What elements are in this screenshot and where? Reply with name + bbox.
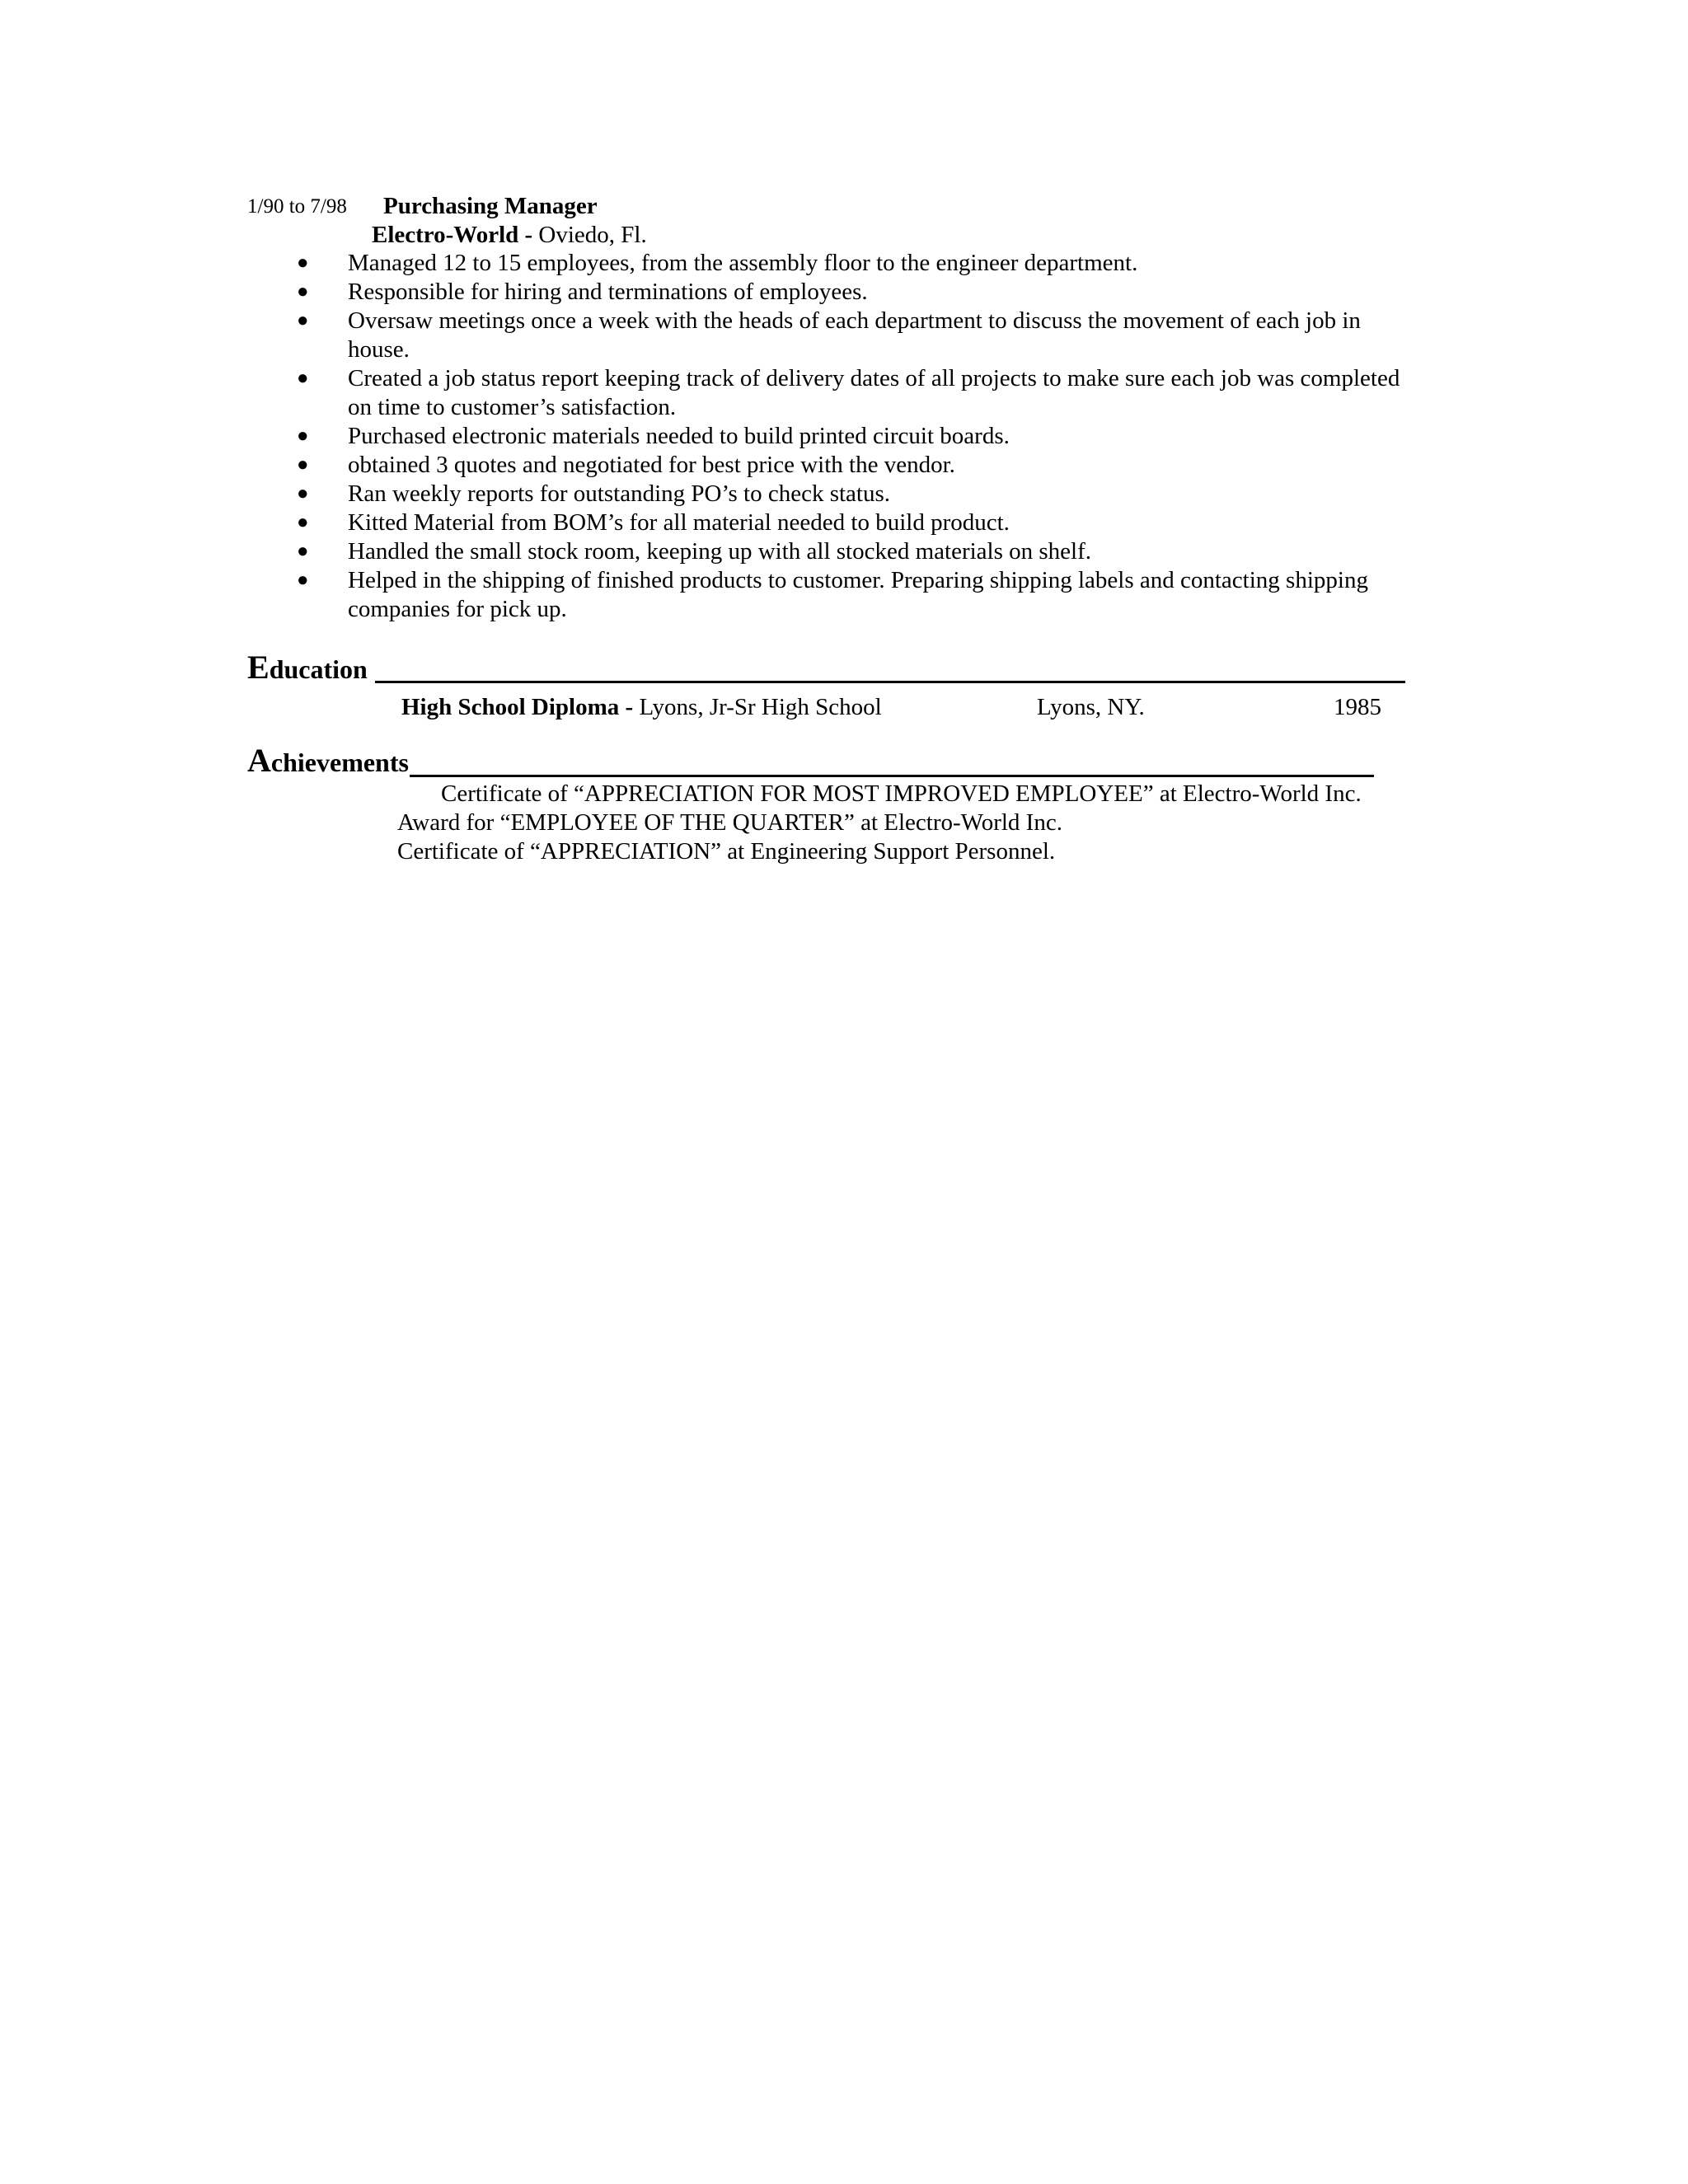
- job-duties-list: [288, 249, 1426, 624]
- job-duty-text: Kitted Material from BOM’s for all material needed to build product.: [348, 509, 1010, 536]
- job-duty-text: Responsible for hiring and terminations of employees.: [348, 279, 868, 305]
- bullet-icon: ●: [297, 454, 309, 476]
- company-location: Oviedo, Fl.: [538, 222, 647, 248]
- job-dates: 1/90 to 7/98: [247, 195, 347, 218]
- job-duty-text: Handled the small stock room, keeping up with all stocked materials on shelf.: [348, 538, 1092, 565]
- bullet-icon: ●: [297, 252, 309, 274]
- job-duty-item: [288, 278, 1426, 307]
- education-location: Lyons, NY.: [1037, 694, 1145, 720]
- job-duty-text: Created a job status report keeping track of delivery dates of all projects to make sure each job was completed on time to customer’s satisfaction.: [348, 365, 1400, 420]
- bullet-icon: ●: [297, 310, 309, 331]
- achievement-item: Certificate of “APPRECIATION FOR MOST IMPROVED EMPLOYEE” at Electro-World Inc.: [441, 780, 1362, 807]
- job-duty-item: [288, 422, 1426, 451]
- job-duty-item: [288, 480, 1426, 509]
- job-duty-item: [288, 509, 1426, 537]
- bullet-icon: ●: [297, 483, 309, 504]
- bullet-icon: ●: [297, 281, 309, 302]
- education-rule: [375, 681, 1405, 683]
- achievement-item: Award for “EMPLOYEE OF THE QUARTER” at Electro-World Inc.: [397, 809, 1062, 836]
- education-school: Lyons, Jr-Sr High School: [639, 694, 882, 720]
- bullet-icon: ●: [297, 569, 309, 591]
- bullet-icon: ●: [297, 512, 309, 533]
- job-duty-text: Oversaw meetings once a week with the heads of each department to discuss the movement of each job in house.: [348, 307, 1361, 363]
- job-duty-text: Purchased electronic materials needed to build printed circuit boards.: [348, 423, 1010, 449]
- education-degree: High School Diploma -: [401, 694, 634, 720]
- achievement-item: Certificate of “APPRECIATION” at Engineering Support Personnel.: [397, 838, 1056, 865]
- education-degree-line: [401, 692, 882, 722]
- job-duty-text: Ran weekly reports for outstanding PO’s to check status.: [348, 480, 891, 507]
- achievements-heading: [247, 744, 409, 779]
- achievements-heading-initial: A: [247, 742, 271, 779]
- job-duty-text: Helped in the shipping of finished products to customer. Preparing shipping labels and contacting shipping companies for pick up.: [348, 567, 1368, 622]
- job-title: Purchasing Manager: [383, 193, 598, 219]
- job-duty-item: [288, 307, 1426, 364]
- education-heading-initial: E: [247, 649, 270, 686]
- education-heading-rest: ducation: [269, 654, 368, 684]
- job-duty-item: [288, 537, 1426, 566]
- company-name: Electro-World -: [372, 222, 533, 248]
- bullet-icon: ●: [297, 541, 309, 562]
- job-duty-text: Managed 12 to 15 employees, from the assembly floor to the engineer department.: [348, 250, 1138, 276]
- job-duty-item: [288, 566, 1426, 624]
- job-duty-item: [288, 451, 1426, 480]
- bullet-icon: ●: [297, 425, 309, 447]
- education-heading: [247, 651, 368, 686]
- education-year: 1985: [1334, 694, 1381, 720]
- achievements-rule: [410, 775, 1374, 777]
- job-duty-text: obtained 3 quotes and negotiated for best price with the vendor.: [348, 452, 955, 478]
- job-duty-item: [288, 249, 1426, 278]
- bullet-icon: ●: [297, 368, 309, 389]
- job-duty-item: [288, 364, 1426, 422]
- job-company-line: [372, 220, 647, 250]
- achievements-heading-rest: chievements: [270, 748, 409, 777]
